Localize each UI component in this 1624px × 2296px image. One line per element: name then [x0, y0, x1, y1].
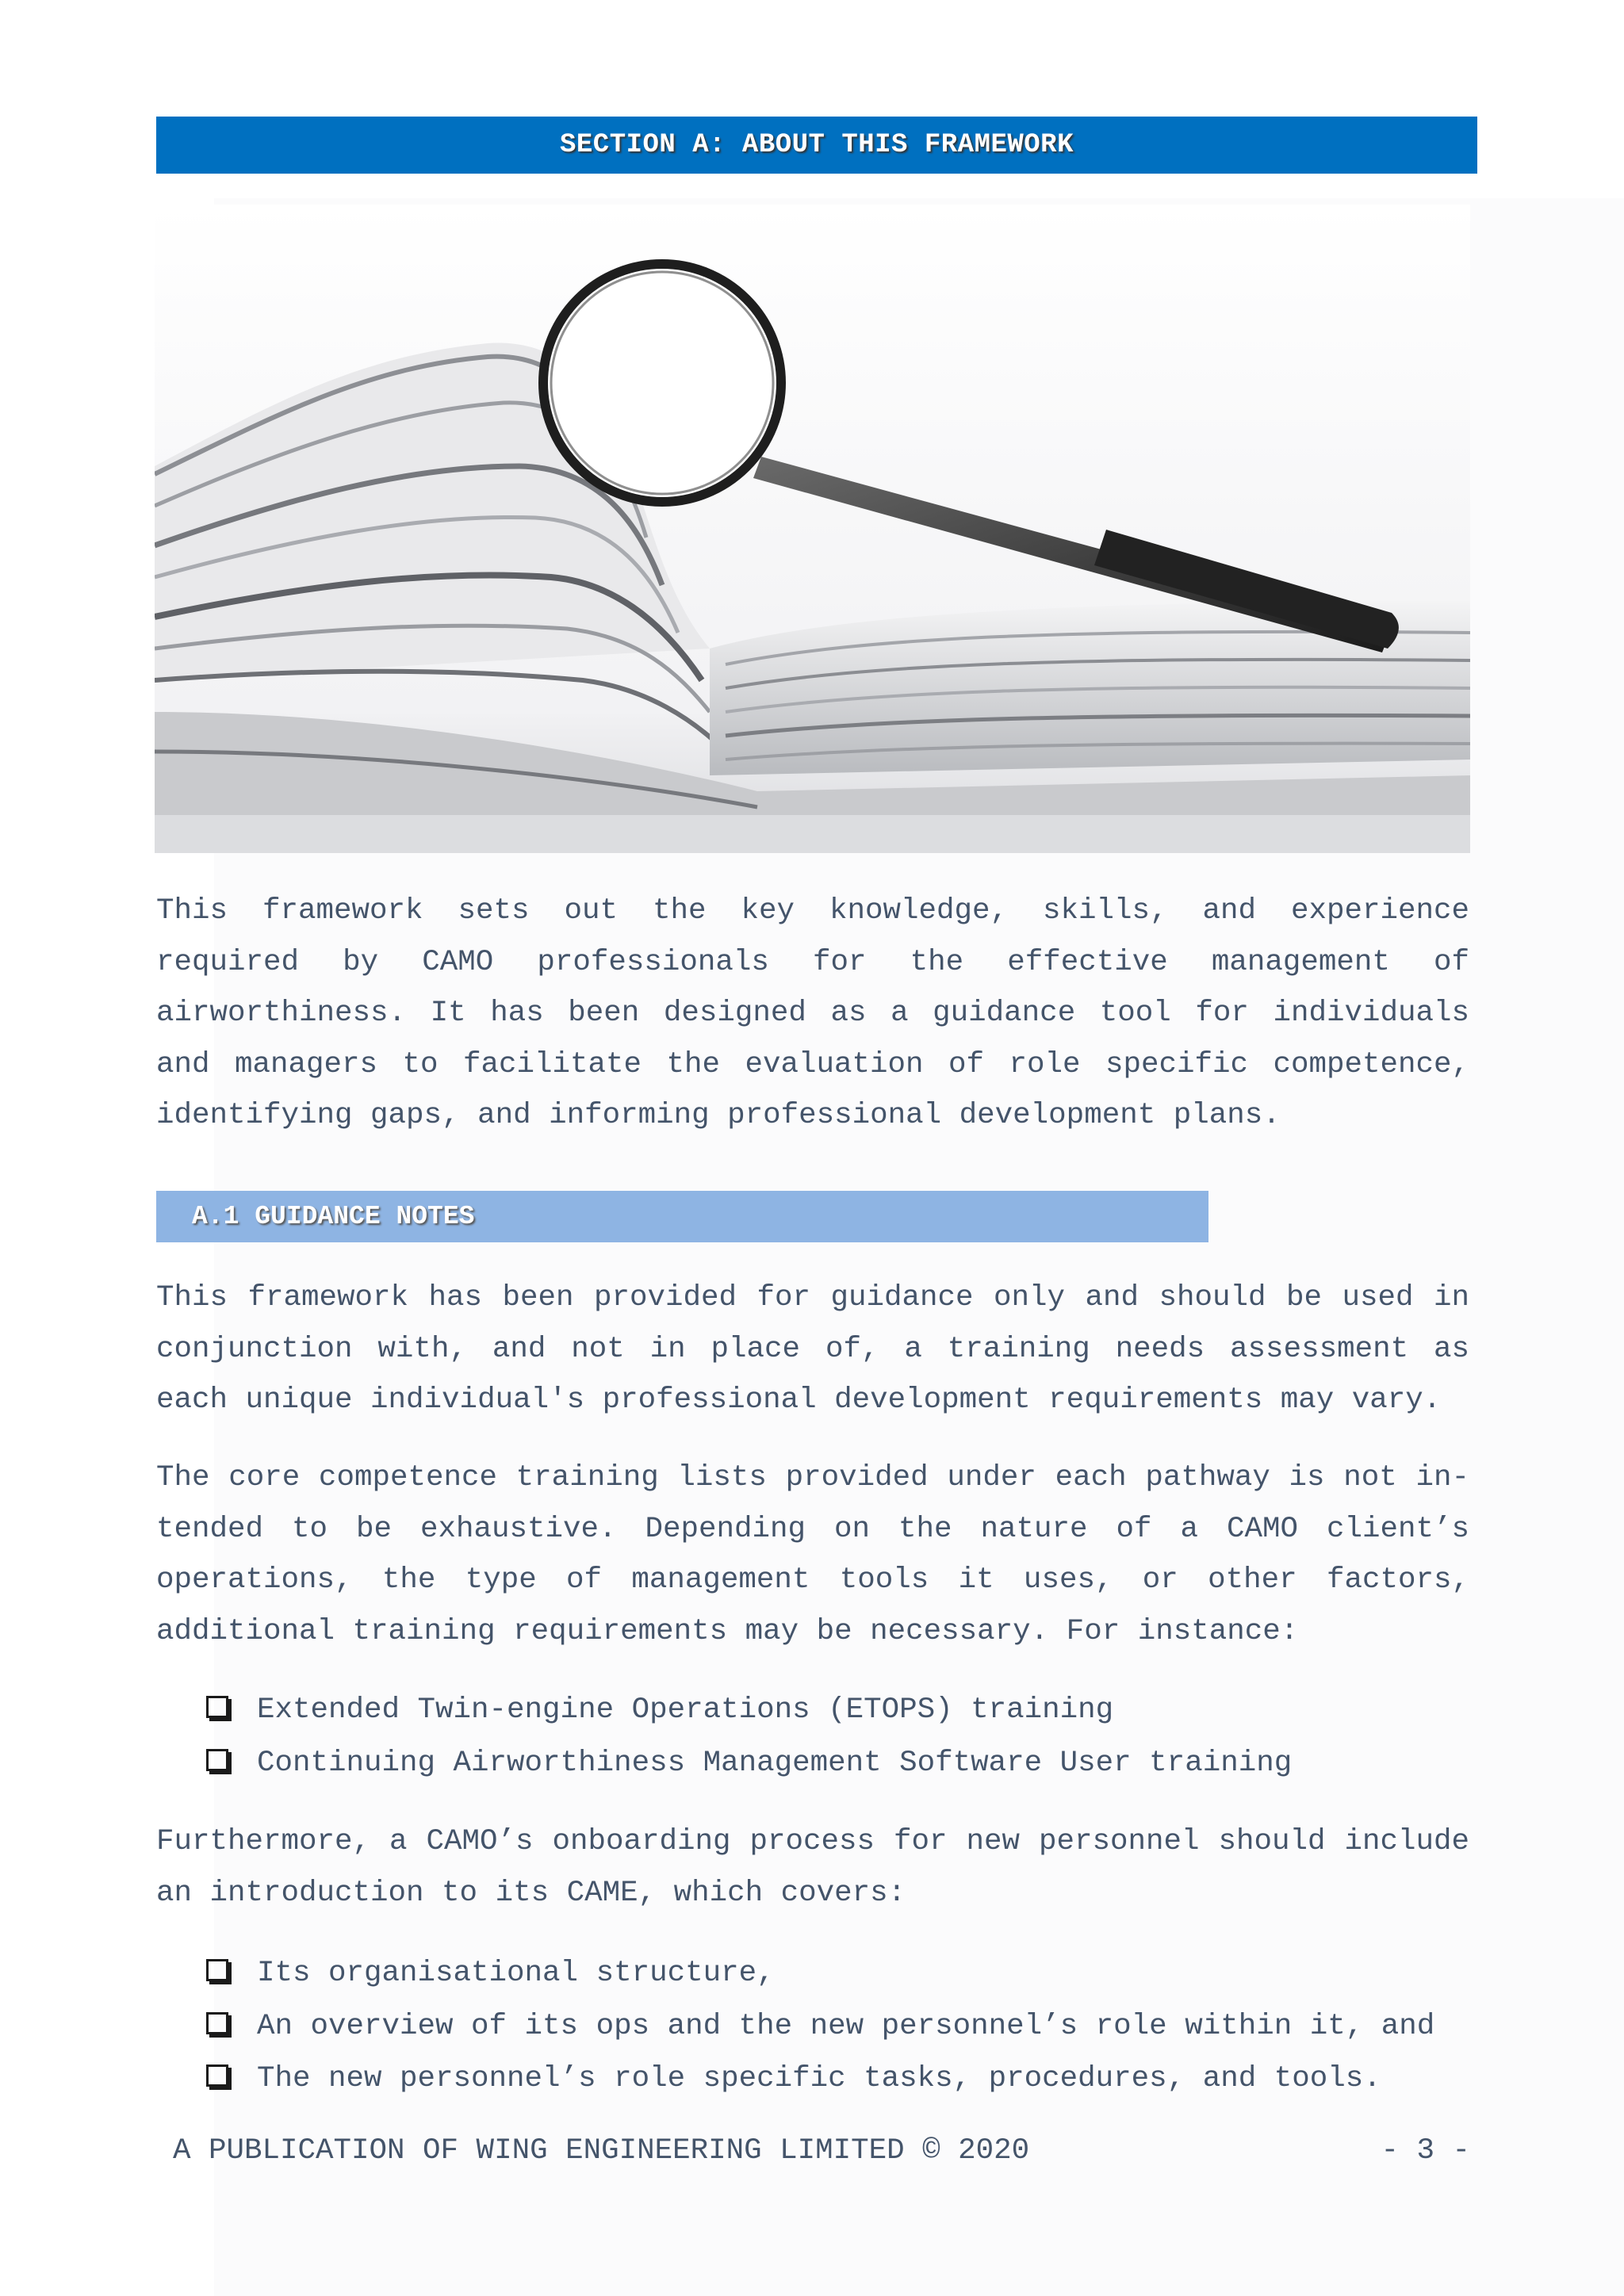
checkbox-icon — [206, 1696, 228, 1718]
section-title: SECTION A: ABOUT THIS FRAMEWORK — [156, 117, 1477, 174]
list-item-label: The new personnel’s role specific tasks, procedures, and tools. — [257, 2062, 1381, 2096]
checkbox-icon — [206, 1749, 228, 1771]
list-item-label: Its organisational structure, — [257, 1957, 775, 1991]
guidance-paragraph-3: Furthermore, a CAMO’s onboarding process for new personnel should include an introduction to its CAME, which covers: — [156, 1825, 1469, 1910]
hero-image-magnifying-glass-icon — [155, 205, 1470, 853]
list-item-label: Extended Twin-engine Operations (ETOPS) training — [257, 1693, 1114, 1728]
subsection-title: A.1 GUIDANCE NOTES — [156, 1191, 1208, 1242]
list-item — [205, 2000, 1434, 2053]
guidance-paragraph-2: The core competence training lists provided under each pathway is not intended to be exhaustive. Depending on the nature of a CAMO client’s operations, the type of management tools it uses, or other factors, additional training requirements may be necessary. For instance: — [156, 1461, 1469, 1648]
checkbox-icon — [206, 1959, 228, 1981]
came-topics-list — [205, 1947, 1434, 2106]
checkbox-icon — [206, 2012, 228, 2034]
footer-publication: A PUBLICATION OF WING ENGINEERING LIMITED © 2020 — [173, 2134, 1030, 2168]
footer-page-number: - 3 - — [1381, 2134, 1470, 2168]
intro-paragraph: This framework sets out the key knowledge, skills, and experience required by CAMO professionals for the effective management of airworthiness. It has been designed as a guidance tool for individuals and managers to facilitate the evaluation of role specific competence, identifying gaps, and informing professional development plans. — [156, 894, 1469, 1132]
list-item — [205, 2053, 1434, 2106]
list-item — [205, 1684, 1292, 1737]
training-examples-list — [205, 1684, 1292, 1789]
guidance-paragraph-1: This framework has been provided for guidance only and should be used in conjunction with, and not in place of, a training needs assessment as each unique individual's professional development requirements may vary. — [156, 1281, 1469, 1417]
list-item — [205, 1737, 1292, 1790]
list-item-label: An overview of its ops and the new personnel’s role within it, and — [257, 2009, 1435, 2043]
list-item — [205, 1947, 1434, 2000]
checkbox-icon — [206, 2064, 228, 2087]
list-item-label: Continuing Airworthiness Management Software User training — [257, 1746, 1293, 1780]
